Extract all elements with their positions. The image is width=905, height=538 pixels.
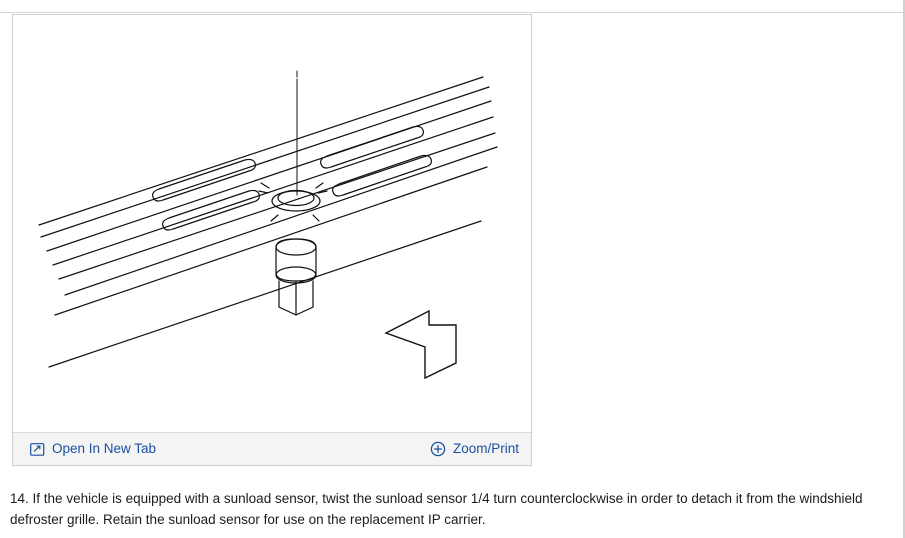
step-text: If the vehicle is equipped with a sunload sensor, twist the sunload sensor 1/4 turn counterclockwise in order to detach it from the windshield defroster grille. Retain the sunload sensor for use on the replacement IP carrier.	[10, 491, 863, 527]
figure-illustration	[13, 15, 531, 433]
step-caption	[10, 488, 870, 530]
open-in-new-tab-button[interactable]	[29, 441, 156, 457]
step-number: 14.	[10, 491, 29, 506]
zoom-plus-icon	[430, 441, 446, 457]
open-in-new-tab-icon	[29, 441, 45, 457]
zoom-print-label: Zoom/Print	[452, 441, 519, 456]
zoom-print-button[interactable]	[430, 441, 519, 457]
figure-toolbar	[13, 432, 531, 465]
figure-container	[12, 14, 532, 466]
top-divider	[0, 12, 905, 13]
open-in-new-tab-label: Open In New Tab	[52, 441, 157, 456]
